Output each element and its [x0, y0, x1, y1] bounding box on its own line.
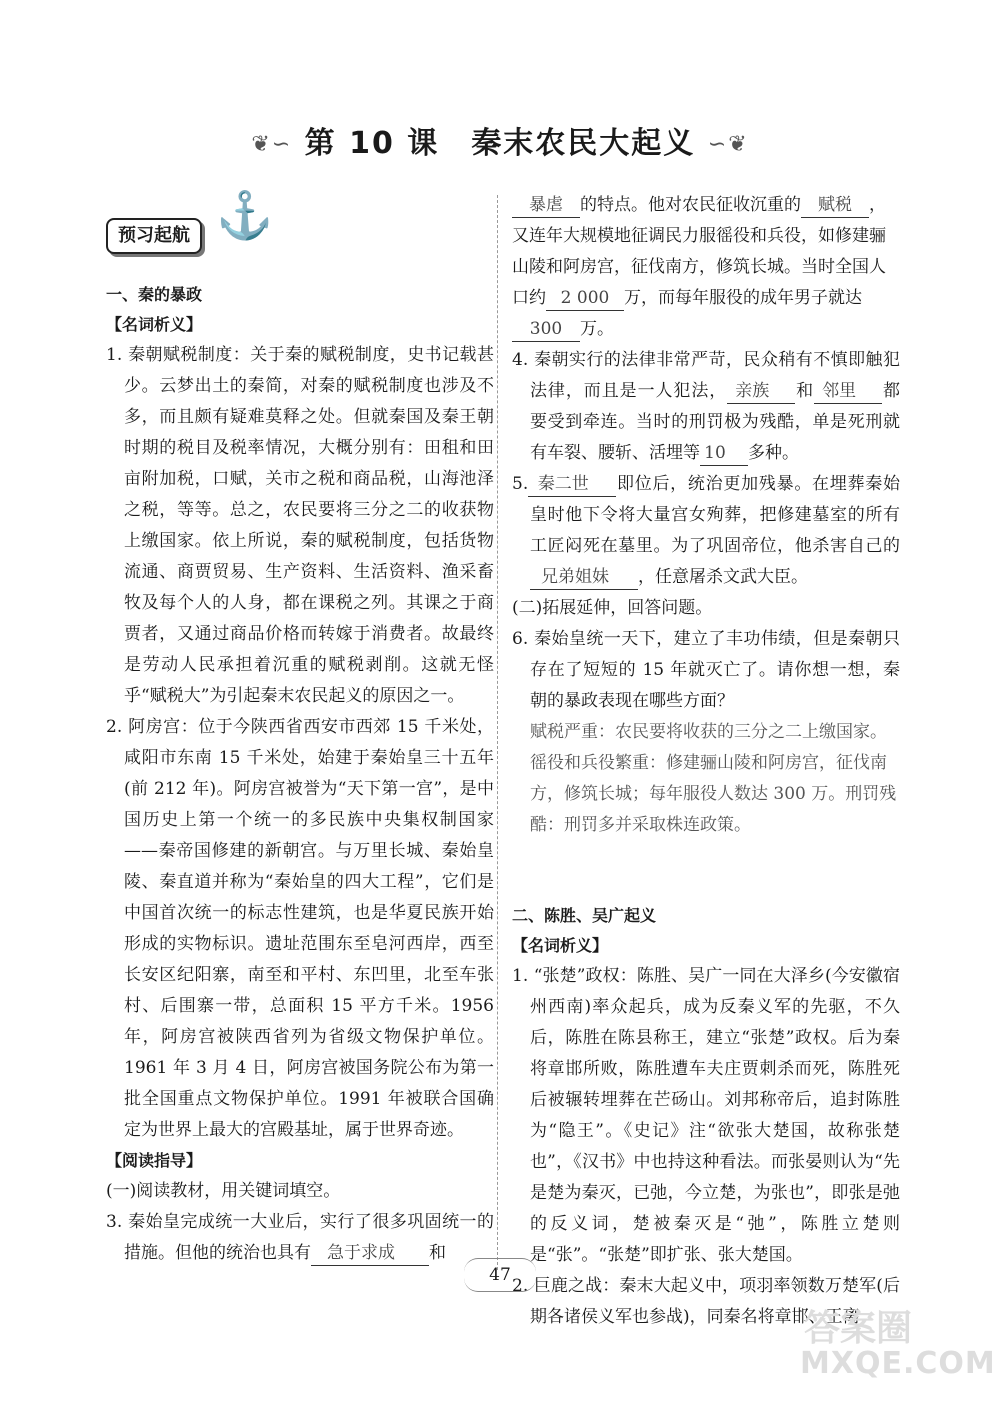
answer-blank: 亲族	[727, 379, 795, 404]
question-3	[106, 1207, 494, 1269]
term-heading-2: 【名词析义】	[512, 936, 609, 955]
question-3-cont	[512, 190, 900, 345]
preview-badge-label: 预习起航	[106, 218, 202, 254]
preview-badge	[106, 188, 274, 254]
flourish-left-icon: ❦∽	[251, 132, 293, 157]
term-item-2: 2. 阿房宫：位于今陕西省西安市西郊 15 千米处，咸阳市东南 15 千米处，始建于秦始皇三十五年(前 212 年)。阿房宫被誉为“天下第一宫”，是中国历史上第一个统一的多民族中央集权制国家——秦帝国修建的新朝宫。与万里长城、秦始皇陵、秦直道并称为“秦始皇的四大工程”，它们是中国首次统一的标志性建筑，也是华夏民族开始形成的实物标识。遗址范围东至皂河西岸，西至长安区纪阳寨，南至和平村、东凹里，北至车张村、后围寨一带，总面积 15 平方千米。1956 年，阿房宫被陕西省列为省级文物保护单位。1961 年 3 月 4 日，阿房宫被国务院公布为第一批全国重点文物保护单位。1991 年被联合国确定为世界上最大的宫殿基址，属于世界奇迹。	[106, 717, 494, 1140]
question-5	[512, 469, 900, 593]
term-heading: 【名词析义】	[106, 315, 203, 334]
question-3-and: 和	[429, 1243, 446, 1263]
lesson-number: 第 10 课	[304, 126, 440, 161]
anchor-icon: ⚓	[216, 188, 274, 242]
question-6: 6. 秦始皇统一天下，建立了丰功伟绩，但是秦朝只存在了短短的 15 年就灭亡了。请你想一想，秦朝的暴政表现在哪些方面？	[512, 629, 900, 711]
answer-blank: 10	[700, 441, 748, 466]
watermark-url: MXQE.COM	[800, 1346, 996, 1381]
question-3-text-4: 万，而每年服役的成年男子就达	[624, 288, 862, 308]
spacer	[512, 841, 900, 897]
question-4-text: 4. 秦朝实行的法律非常严苛，民众稍有不慎即触犯法律，而且是一人犯法，	[512, 350, 900, 401]
question-5-text-2: ，任意屠杀文武大臣。	[638, 567, 808, 587]
section-heading-2: 二、陈胜、吴广起义	[512, 906, 657, 925]
subsection-1: (一)阅读教材，用关键词填空。	[106, 1181, 341, 1201]
question-3-text-5: 万。	[580, 319, 614, 339]
page-number: 47	[464, 1258, 536, 1292]
answer-blank: 邻里	[814, 379, 882, 404]
lesson-title	[0, 118, 1000, 162]
answer-blank: 兄弟姐妹	[530, 565, 638, 590]
question-3-text-3: ，又连年大规模地征调民力服徭役和兵役，如修建骊山陵和阿房宫，征伐南方，修筑长城。当时全国人口约	[512, 195, 886, 308]
answer-blank: 2 000	[546, 286, 624, 311]
question-4-text-2: 都要受到牵连。当时的刑罚极为残酷，单是死刑就有车裂、腰斩、活埋等	[530, 381, 901, 463]
answer-blank: 急于求成	[311, 1241, 429, 1266]
question-5-text: 即位后，统治更加残暴。在埋葬秦始皇时他下令将大量宫女殉葬，把修建墓室的所有工匠闷死在墓里。为了巩固帝位，他杀害自己的	[530, 474, 900, 556]
watermark-logo-text: 答案圈	[804, 1308, 913, 1349]
right-column	[512, 190, 900, 1333]
section-heading-1: 一、秦的暴政	[106, 285, 203, 304]
question-4-and: 和	[795, 381, 815, 401]
answer-blank: 暴虐	[512, 193, 580, 218]
question-4	[512, 345, 900, 469]
question-4-text-3: 多种。	[748, 443, 799, 463]
term-item-julu: 2. 巨鹿之战：秦末大起义中，项羽率领数万楚军(后期各诸侯义军也参战)，同秦名将章邯、王离	[512, 1276, 900, 1327]
flourish-right-icon: ∽❦	[707, 132, 749, 157]
lesson-name: 秦末农民大起义	[471, 126, 696, 161]
term-item-1: 1. 秦朝赋税制度：关于秦的赋税制度，史书记载甚少。云梦出土的秦简，对秦的赋税制度也涉及不多，而且颇有疑难莫释之处。但就秦国及秦王朝时期的税目及税率情况，大概分别有：田租和田亩附加税，口赋，关市之税和商品税，山海池泽之税，等等。总之，农民要将三分之二的收获物上缴国家。依上所说，秦的赋税制度，包括货物流通、商贾贸易、生产资料、生活资料、渔采畜牧及每个人的人身，都在课税之列。其课之于商贾者，又通过商品价格而转嫁于消费者。故最终是劳动人民承担着沉重的赋税剥削。这就无怪乎“赋税大”为引起秦末农民起义的原因之一。	[106, 345, 494, 706]
question-3-text: 3. 秦始皇完成统一大业后，实行了很多巩固统一的措施。但他的统治也具有	[106, 1212, 494, 1263]
answer-blank: 300	[512, 317, 580, 342]
column-divider	[497, 195, 498, 1270]
subsection-2: (二)拓展延伸，回答问题。	[512, 598, 713, 618]
answer-blank: 赋税	[801, 193, 869, 218]
left-column	[106, 190, 494, 1269]
reading-guide-heading: 【阅读指导】	[106, 1151, 203, 1170]
question-5-number: 5.	[512, 474, 529, 494]
answer-6: 赋税严重：农民要将收获的三分之二上缴国家。徭役和兵役繁重：修建骊山陵和阿房宫，征伐南方，修筑长城；每年服役人数达 300 万。刑罚残酷：刑罚多并采取株连政策。	[530, 722, 897, 835]
question-3-text-2: 的特点。他对农民征收沉重的	[580, 195, 801, 215]
term-item-zhangchu: 1. “张楚”政权：陈胜、吴广一同在大泽乡(今安徽宿州西南)率众起兵，成为反秦义军的先驱，不久后，陈胜在陈县称王，建立“张楚”政权。后为秦将章邯所败，陈胜遭车夫庄贾刺杀而死，陈胜死后被辗转埋葬在芒砀山。刘邦称帝后，追封陈胜为“隐王”。《史记》注“欲张大楚国，故称张楚也”，《汉书》中也持这种看法。而张晏则认为“先是楚为秦灭，已弛，今立楚，为张也”，即张是弛的反义词，楚被秦灭是“弛”，陈胜立楚则是“张”。“张楚”即扩张、张大楚国。	[512, 966, 900, 1265]
answer-blank: 秦二世	[528, 472, 616, 497]
